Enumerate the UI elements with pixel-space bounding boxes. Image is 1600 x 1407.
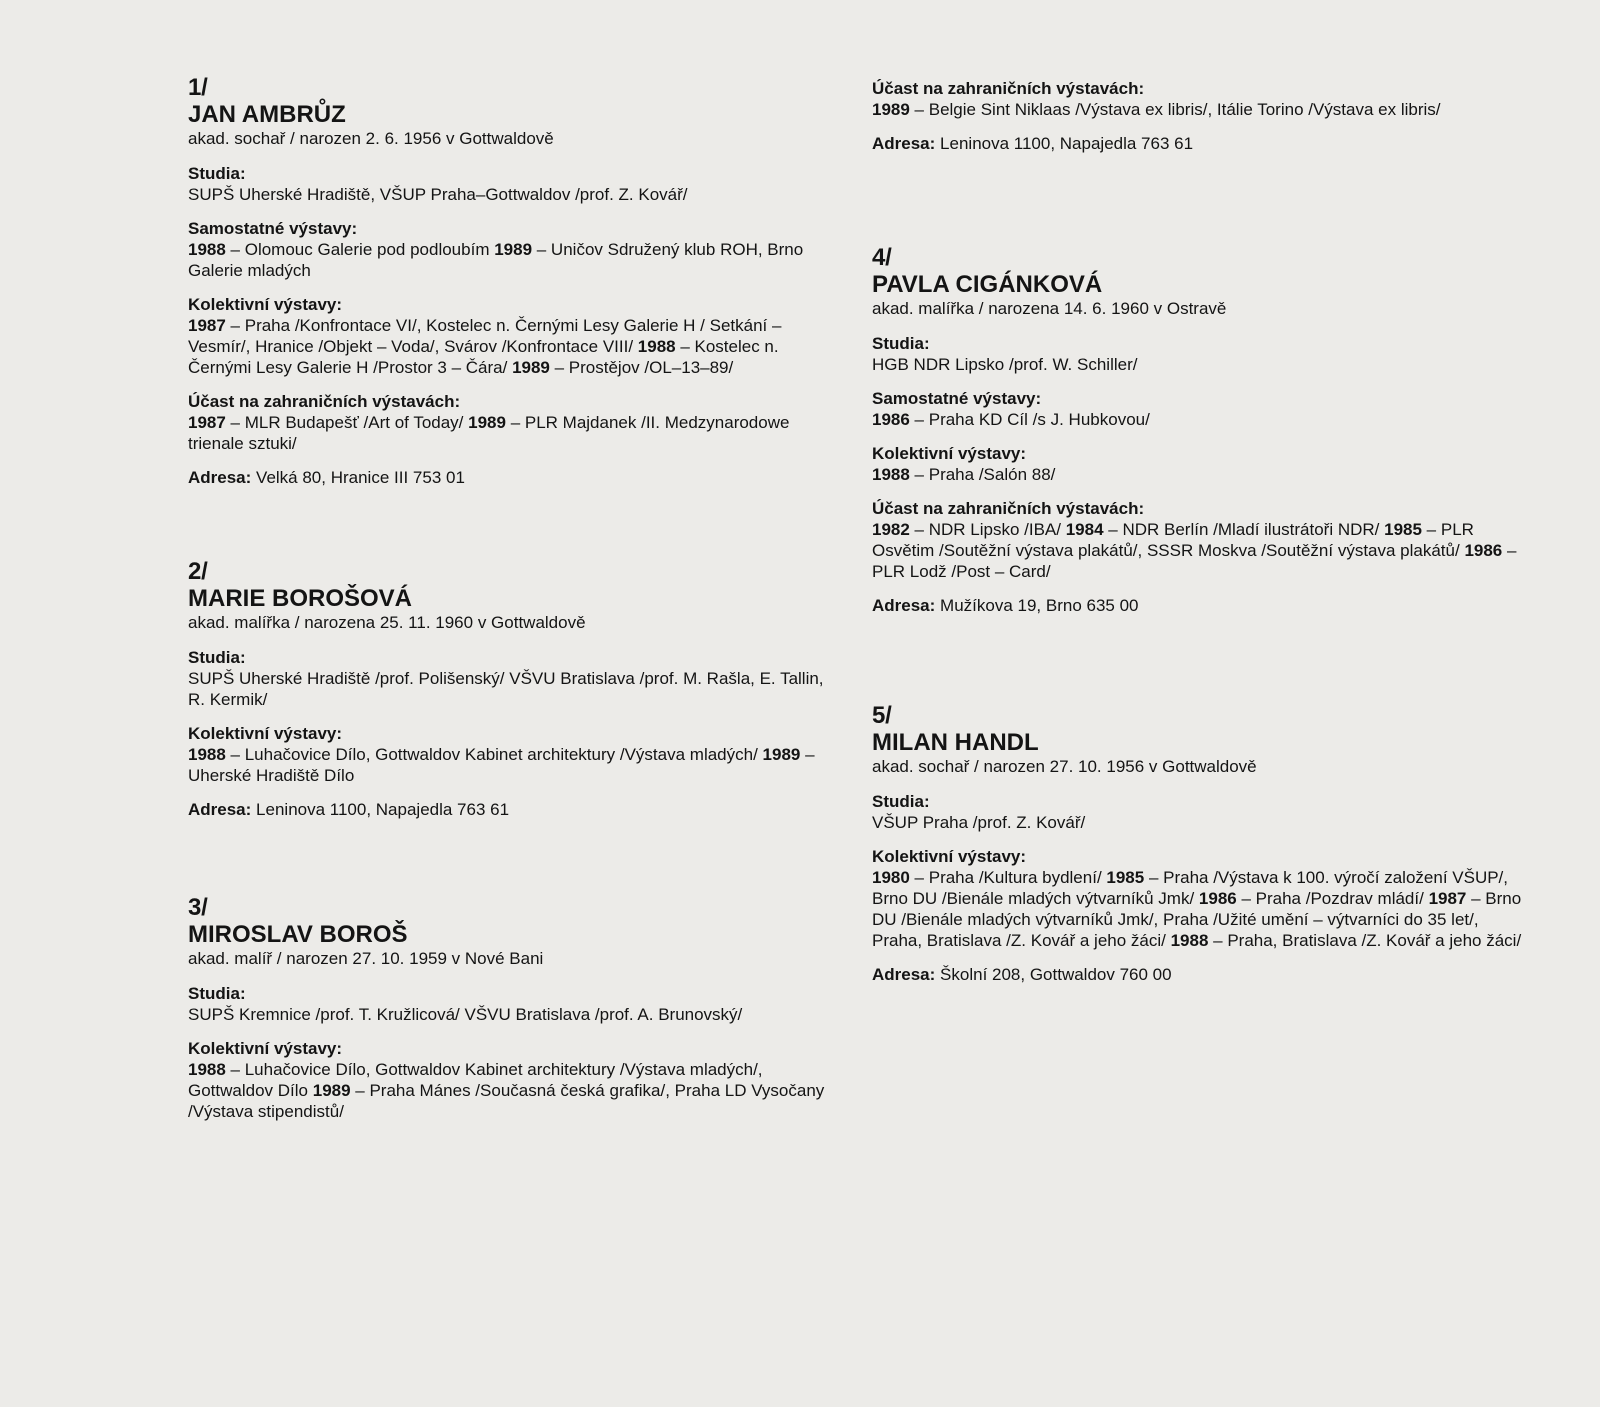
section-text: SUPŠ Uherské Hradiště, VŠUP Praha–Gottwaldov /prof. Z. Kovář/ bbox=[188, 185, 688, 204]
section-label: Studia: bbox=[872, 792, 930, 811]
address bbox=[872, 133, 1522, 154]
artist-entry-handl bbox=[872, 702, 1522, 985]
section-text: 1988 – Luhačovice Dílo, Gottwaldov Kabinet architektury /Výstava mladých/, Gottwaldov Dílo 1989 – Praha Mánes /Současná česká grafika/, Praha LD Vysočany /Výstava stipendistů/ bbox=[188, 1060, 825, 1121]
section-label: Samostatné výstavy: bbox=[872, 389, 1042, 408]
section-text: VŠUP Praha /prof. Z. Kovář/ bbox=[872, 813, 1086, 832]
section-text: 1988 – Olomouc Galerie pod podloubím 1989 – Uničov Sdružený klub ROH, Brno Galerie mladých bbox=[188, 240, 804, 280]
address-label: Adresa: bbox=[872, 596, 936, 615]
artist-entry-boros-continued bbox=[872, 78, 1522, 154]
section-label: Kolektivní výstavy: bbox=[188, 295, 343, 314]
section-label: Účast na zahraničních výstavách: bbox=[872, 79, 1145, 98]
section-label: Studia: bbox=[872, 334, 930, 353]
address-label: Adresa: bbox=[872, 965, 936, 984]
section-text: SUPŠ Kremnice /prof. T. Kružlicová/ VŠVU Bratislava /prof. A. Brunovský/ bbox=[188, 1005, 743, 1024]
section-label: Kolektivní výstavy: bbox=[872, 847, 1027, 866]
entry-number: 2/ bbox=[188, 558, 208, 585]
address-value: Velká 80, Hranice III 753 01 bbox=[256, 468, 465, 487]
section-text: HGB NDR Lipsko /prof. W. Schiller/ bbox=[872, 355, 1138, 374]
artist-info: akad. sochař / narozen 2. 6. 1956 v Gottwaldově bbox=[188, 129, 554, 148]
section-label: Kolektivní výstavy: bbox=[188, 724, 343, 743]
address bbox=[872, 964, 1522, 985]
address-label: Adresa: bbox=[872, 134, 936, 153]
left-column bbox=[188, 74, 838, 1135]
address-value: Leninova 1100, Napajedla 763 61 bbox=[940, 134, 1194, 153]
address-value: Leninova 1100, Napajedla 763 61 bbox=[256, 800, 510, 819]
address-label: Adresa: bbox=[188, 800, 252, 819]
section-text: 1988 – Luhačovice Dílo, Gottwaldov Kabinet architektury /Výstava mladých/ 1989 – Uherské Hradiště Dílo bbox=[188, 745, 815, 785]
artist-info: akad. malíř / narozen 27. 10. 1959 v Nové Bani bbox=[188, 949, 544, 968]
section-label: Účast na zahraničních výstavách: bbox=[872, 499, 1145, 518]
section-text: 1980 – Praha /Kultura bydlení/ 1985 – Praha /Výstava k 100. výročí založení VŠUP/, Brno DU /Bienále mladých výtvarníků Jmk/ 1986 – Praha /Pozdrav mládí/ 1987 – Brno DU /Bienále mladých výtvarníků Jmk/, Praha /Užité umění – výtvarníci do 35 let/, Praha, Bratislava /Z. Kovář a jeho žáci/ 1988 – Praha, Bratislava /Z. Kovář a jeho žáci/ bbox=[872, 868, 1522, 950]
address-label: Adresa: bbox=[188, 468, 252, 487]
entry-number: 3/ bbox=[188, 894, 208, 921]
section-text: 1989 – Belgie Sint Niklaas /Výstava ex libris/, Itálie Torino /Výstava ex libris/ bbox=[872, 100, 1441, 119]
artist-entry-boros bbox=[188, 894, 838, 1122]
entry-number: 5/ bbox=[872, 702, 892, 729]
artist-info: akad. malířka / narozena 14. 6. 1960 v Ostravě bbox=[872, 299, 1227, 318]
artist-info: akad. malířka / narozena 25. 11. 1960 v Gottwaldově bbox=[188, 613, 586, 632]
section-label: Studia: bbox=[188, 984, 246, 1003]
address-value: Mužíkova 19, Brno 635 00 bbox=[940, 596, 1139, 615]
entry-number: 4/ bbox=[872, 244, 892, 271]
artist-entry-ciganova bbox=[872, 244, 1522, 616]
artist-info: akad. sochař / narozen 27. 10. 1956 v Gottwaldově bbox=[872, 757, 1257, 776]
artist-name: MARIE BOROŠOVÁ bbox=[188, 585, 413, 612]
section-text: 1982 – NDR Lipsko /IBA/ 1984 – NDR Berlín /Mladí ilustrátoři NDR/ 1985 – PLR Osvětim /Soutěžní výstava plakátů/, SSSR Moskva /Soutěžní výstava plakátů/ 1986 – PLR Lodž /Post – Card/ bbox=[872, 520, 1517, 581]
entry-number: 1/ bbox=[188, 74, 208, 101]
section-label: Účast na zahraničních výstavách: bbox=[188, 392, 461, 411]
section-label: Kolektivní výstavy: bbox=[188, 1039, 343, 1058]
right-column bbox=[872, 78, 1522, 985]
address bbox=[872, 595, 1522, 616]
artist-name: MILAN HANDL bbox=[872, 729, 1039, 756]
artist-entry-borosova bbox=[188, 558, 838, 820]
section-text: 1987 – Praha /Konfrontace VI/, Kostelec n. Černými Lesy Galerie H / Setkání – Vesmír/, Hranice /Objekt – Voda/, Svárov /Konfrontace VIII/ 1988 – Kostelec n. Černými Lesy Galerie H /Prostor 3 – Čára/ 1989 – Prostějov /OL–13–89/ bbox=[188, 316, 782, 377]
artist-name: JAN AMBRŮZ bbox=[188, 101, 346, 128]
section-label: Samostatné výstavy: bbox=[188, 219, 358, 238]
section-text: 1986 – Praha KD Cíl /s J. Hubkovou/ bbox=[872, 410, 1150, 429]
section-text: SUPŠ Uherské Hradiště /prof. Polišenský/ VŠVU Bratislava /prof. M. Rašla, E. Tallin, R. Kermik/ bbox=[188, 669, 824, 709]
artist-name: PAVLA CIGÁNKOVÁ bbox=[872, 271, 1103, 298]
section-label: Kolektivní výstavy: bbox=[872, 444, 1027, 463]
address-value: Školní 208, Gottwaldov 760 00 bbox=[940, 965, 1172, 984]
address bbox=[188, 467, 838, 488]
address bbox=[188, 799, 838, 820]
section-text: 1988 – Praha /Salón 88/ bbox=[872, 465, 1056, 484]
section-label: Studia: bbox=[188, 164, 246, 183]
section-label: Studia: bbox=[188, 648, 246, 667]
artist-entry-ambruz bbox=[188, 74, 838, 488]
artist-name: MIROSLAV BOROŠ bbox=[188, 921, 408, 948]
section-text: 1987 – MLR Budapešť /Art of Today/ 1989 – PLR Majdanek /II. Medzynarodowe trienale sztuki/ bbox=[188, 413, 790, 453]
